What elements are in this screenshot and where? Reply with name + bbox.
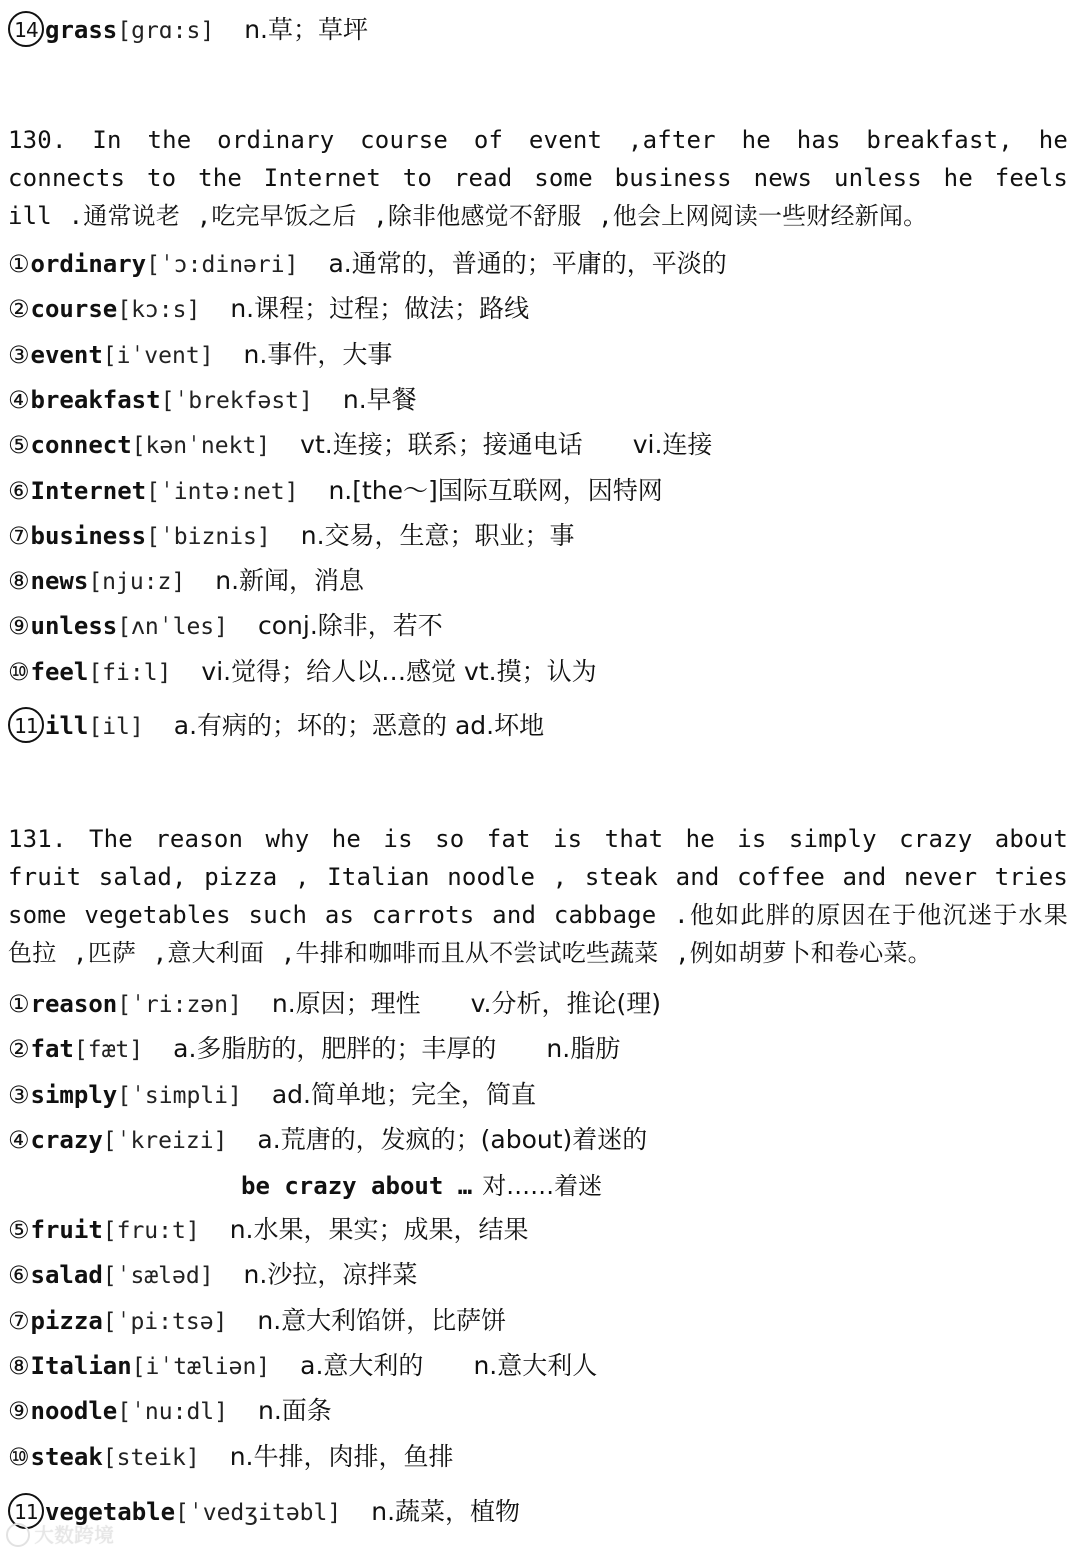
vocab-entry bbox=[8, 1029, 620, 1069]
sentence-130: 130. In the ordinary course of event ,after he has breakfast, he connects to the Internet to read some business news unless he feels ill .通常说老 ,吃完早饭之后 ,除非他感觉不舒服 ,他会上网阅读一些财经新闻。 bbox=[8, 126, 1068, 230]
vocab-entry bbox=[8, 1120, 647, 1160]
entry-phonetic: [ˈsæləd] bbox=[102, 1263, 214, 1290]
entry-number: 11 bbox=[8, 707, 44, 743]
entry-phonetic: [iˈtæliən] bbox=[131, 1353, 271, 1380]
vocab-entry bbox=[8, 606, 443, 646]
vocab-entry-grass bbox=[8, 10, 368, 50]
entry-number: ③ bbox=[8, 1080, 30, 1109]
entry-definition-secondary: vi.连接 bbox=[632, 430, 713, 460]
entry-definition: n.事件，大事 bbox=[243, 339, 393, 369]
entry-number: ⑦ bbox=[8, 521, 30, 550]
entry-phonetic: [ʌnˈles] bbox=[117, 614, 228, 641]
entry-definition: n.早餐 bbox=[342, 384, 417, 414]
entry-word: simply bbox=[30, 1080, 118, 1109]
entry-number: ⑥ bbox=[8, 1261, 30, 1290]
entry-phonetic: [kɔ:s] bbox=[117, 297, 201, 324]
entry-number: ⑧ bbox=[8, 567, 30, 596]
entry-phonetic: [il] bbox=[88, 714, 144, 740]
watermark bbox=[6, 1520, 114, 1550]
sentence-131: 131. The reason why he is so fat is that he is simply crazy about fruit salad, pizza , Italian noodle , steak and coffee and never tries some vegetables such as carrots and cabbage .他如此胖的原因在于他沉迷于水果色拉 ,匹萨 ,意大利面 ,牛排和咖啡而且从不尝试吃些蔬菜 ,例如胡萝卜和卷心菜。 bbox=[8, 825, 1068, 967]
entry-phonetic: [grɑ:s] bbox=[117, 18, 215, 44]
vocab-entry bbox=[8, 1210, 529, 1250]
entry-definition: a.意大利的 bbox=[300, 1350, 424, 1380]
entry-phonetic: [iˈvent] bbox=[102, 342, 214, 369]
entry-number: 14 bbox=[8, 11, 44, 47]
entry-definition: n.原因；理性 bbox=[271, 989, 421, 1018]
entry-number: ④ bbox=[8, 1125, 30, 1154]
entry-number: ⑩ bbox=[8, 1442, 30, 1471]
vocab-entry bbox=[8, 1301, 506, 1341]
entry-phonetic: [ˈkreizi] bbox=[102, 1127, 228, 1154]
entry-phonetic: [fru:t] bbox=[102, 1218, 200, 1244]
entry-phonetic: [nju:z] bbox=[88, 569, 186, 596]
entry-number: ⑤ bbox=[8, 1216, 30, 1244]
entry-definition: n.课程；过程；做法；路线 bbox=[230, 294, 530, 324]
entry-word: salad bbox=[30, 1261, 103, 1290]
entry-definition: conj.除非，若不 bbox=[258, 611, 443, 641]
entry-phonetic: [ˈbiznis] bbox=[146, 523, 271, 550]
entry-number: ③ bbox=[8, 340, 30, 369]
entry-definition: n.面条 bbox=[258, 1396, 332, 1426]
entry-definition: n.新闻，消息 bbox=[215, 566, 365, 596]
entry-word: Internet bbox=[30, 476, 147, 505]
phrase-english: be crazy about … bbox=[241, 1172, 473, 1200]
entry-phonetic: [ˈsimpli] bbox=[117, 1082, 242, 1109]
entry-word: pizza bbox=[30, 1306, 103, 1335]
entry-word: fruit bbox=[30, 1216, 103, 1244]
entry-definition: a.有病的；坏的；恶意的 ad.坏地 bbox=[173, 711, 545, 740]
entry-definition: n.牛排，肉排，鱼排 bbox=[229, 1441, 454, 1471]
entry-word: Italian bbox=[30, 1351, 132, 1380]
vocab-entry bbox=[8, 335, 392, 375]
entry-word: ordinary bbox=[30, 250, 147, 278]
entry-phonetic: [ˈintə:net] bbox=[146, 478, 299, 505]
entry-word: event bbox=[30, 340, 103, 369]
entry-definition-secondary: n.意大利人 bbox=[473, 1350, 598, 1380]
entry-phonetic: [ˈnu:dl] bbox=[117, 1399, 228, 1426]
entry-number: 11 bbox=[8, 1493, 44, 1529]
entry-definition: n.沙拉，凉拌菜 bbox=[243, 1260, 418, 1290]
entry-number: ⑦ bbox=[8, 1306, 30, 1335]
entry-phonetic: [ˈvedʒitəbl] bbox=[175, 1500, 342, 1526]
vocab-entry bbox=[8, 1437, 454, 1477]
watermark-logo-icon bbox=[6, 1523, 30, 1547]
entry-phonetic: [ˈɔ:dinəri] bbox=[146, 252, 299, 278]
entry-word: unless bbox=[30, 612, 118, 641]
entry-word: news bbox=[30, 567, 89, 596]
entry-definition: n.草；草坪 bbox=[244, 15, 368, 44]
entry-definition: vt.连接；联系；接通电话 bbox=[300, 430, 583, 460]
entry-word: fat bbox=[30, 1035, 74, 1064]
entry-word: business bbox=[30, 521, 147, 550]
entry-word: noodle bbox=[30, 1397, 118, 1426]
entry-definition: n.[the～]国际互联网，因特网 bbox=[328, 475, 663, 505]
entry-number: ① bbox=[8, 990, 30, 1018]
entry-definition: ad.简单地；完全，简直 bbox=[271, 1079, 536, 1109]
entry-number: ⑨ bbox=[8, 612, 30, 641]
entry-phonetic: [fi:l] bbox=[88, 659, 172, 686]
vocab-entry bbox=[8, 1255, 417, 1295]
phrase-be-crazy-about bbox=[241, 1166, 602, 1206]
entry-number: ⑥ bbox=[8, 476, 30, 505]
entry-word: course bbox=[30, 295, 118, 324]
entry-definition: a.荒唐的，发疯的；(about)着迷的 bbox=[257, 1124, 648, 1154]
entry-definition-secondary: v.分析，推论(理) bbox=[470, 989, 661, 1018]
entry-definition: n.水果，果实；成果，结果 bbox=[229, 1215, 529, 1244]
entry-word: breakfast bbox=[30, 385, 161, 414]
entry-word: grass bbox=[45, 16, 118, 44]
vocab-entry bbox=[8, 244, 727, 284]
entry-phonetic: [ˈbrekfəst] bbox=[160, 387, 313, 414]
vocab-entry bbox=[8, 984, 661, 1024]
entry-word: ill bbox=[45, 712, 89, 740]
entry-definition-secondary: n.脂肪 bbox=[546, 1034, 621, 1064]
entry-word: steak bbox=[30, 1442, 103, 1471]
entry-number: ① bbox=[8, 250, 30, 278]
phrase-chinese: 对……着迷 bbox=[482, 1172, 603, 1200]
entry-number: ④ bbox=[8, 385, 30, 414]
entry-word: vegetable bbox=[45, 1498, 176, 1526]
vocab-entry bbox=[8, 289, 529, 329]
entry-phonetic: [ˈri:zən] bbox=[117, 992, 242, 1018]
entry-word: reason bbox=[30, 990, 118, 1018]
entry-word: crazy bbox=[30, 1125, 103, 1154]
entry-number: ② bbox=[8, 1035, 30, 1064]
entry-word: feel bbox=[30, 657, 89, 686]
vocab-entry bbox=[8, 1346, 597, 1386]
entry-number: ⑤ bbox=[8, 431, 30, 460]
entry-phonetic: [fæt] bbox=[73, 1037, 144, 1064]
vocab-entry bbox=[8, 471, 663, 511]
vocab-entry bbox=[8, 652, 597, 692]
vocab-entry bbox=[8, 516, 575, 556]
entry-word: connect bbox=[30, 431, 132, 460]
vocab-entry bbox=[8, 1391, 332, 1431]
vocab-entry bbox=[8, 1075, 536, 1115]
vocab-entry bbox=[8, 425, 712, 465]
entry-number: ⑩ bbox=[8, 657, 30, 686]
entry-number: ⑧ bbox=[8, 1351, 30, 1380]
vocab-entry bbox=[8, 380, 417, 420]
entry-number: ⑨ bbox=[8, 1397, 30, 1426]
entry-number: ② bbox=[8, 295, 30, 324]
entry-phonetic: [ˈpi:tsə] bbox=[102, 1308, 228, 1335]
entry-phonetic: [steik] bbox=[102, 1444, 200, 1471]
watermark-text: 大数跨境 bbox=[34, 1523, 114, 1547]
vocab-entry-ill bbox=[8, 706, 544, 746]
entry-phonetic: [kənˈnekt] bbox=[131, 433, 271, 460]
entry-definition: n.意大利馅饼，比萨饼 bbox=[257, 1305, 507, 1335]
vocab-entry bbox=[8, 561, 364, 601]
entry-definition: a.通常的，普通的；平庸的，平淡的 bbox=[328, 249, 727, 278]
entry-definition: vi.觉得；给人以…感觉 vt.摸；认为 bbox=[201, 656, 597, 686]
entry-definition: a.多脂肪的，肥胖的；丰厚的 bbox=[173, 1034, 497, 1064]
entry-definition: n.蔬菜，植物 bbox=[371, 1497, 521, 1526]
entry-definition: n.交易，生意；职业；事 bbox=[300, 520, 575, 550]
